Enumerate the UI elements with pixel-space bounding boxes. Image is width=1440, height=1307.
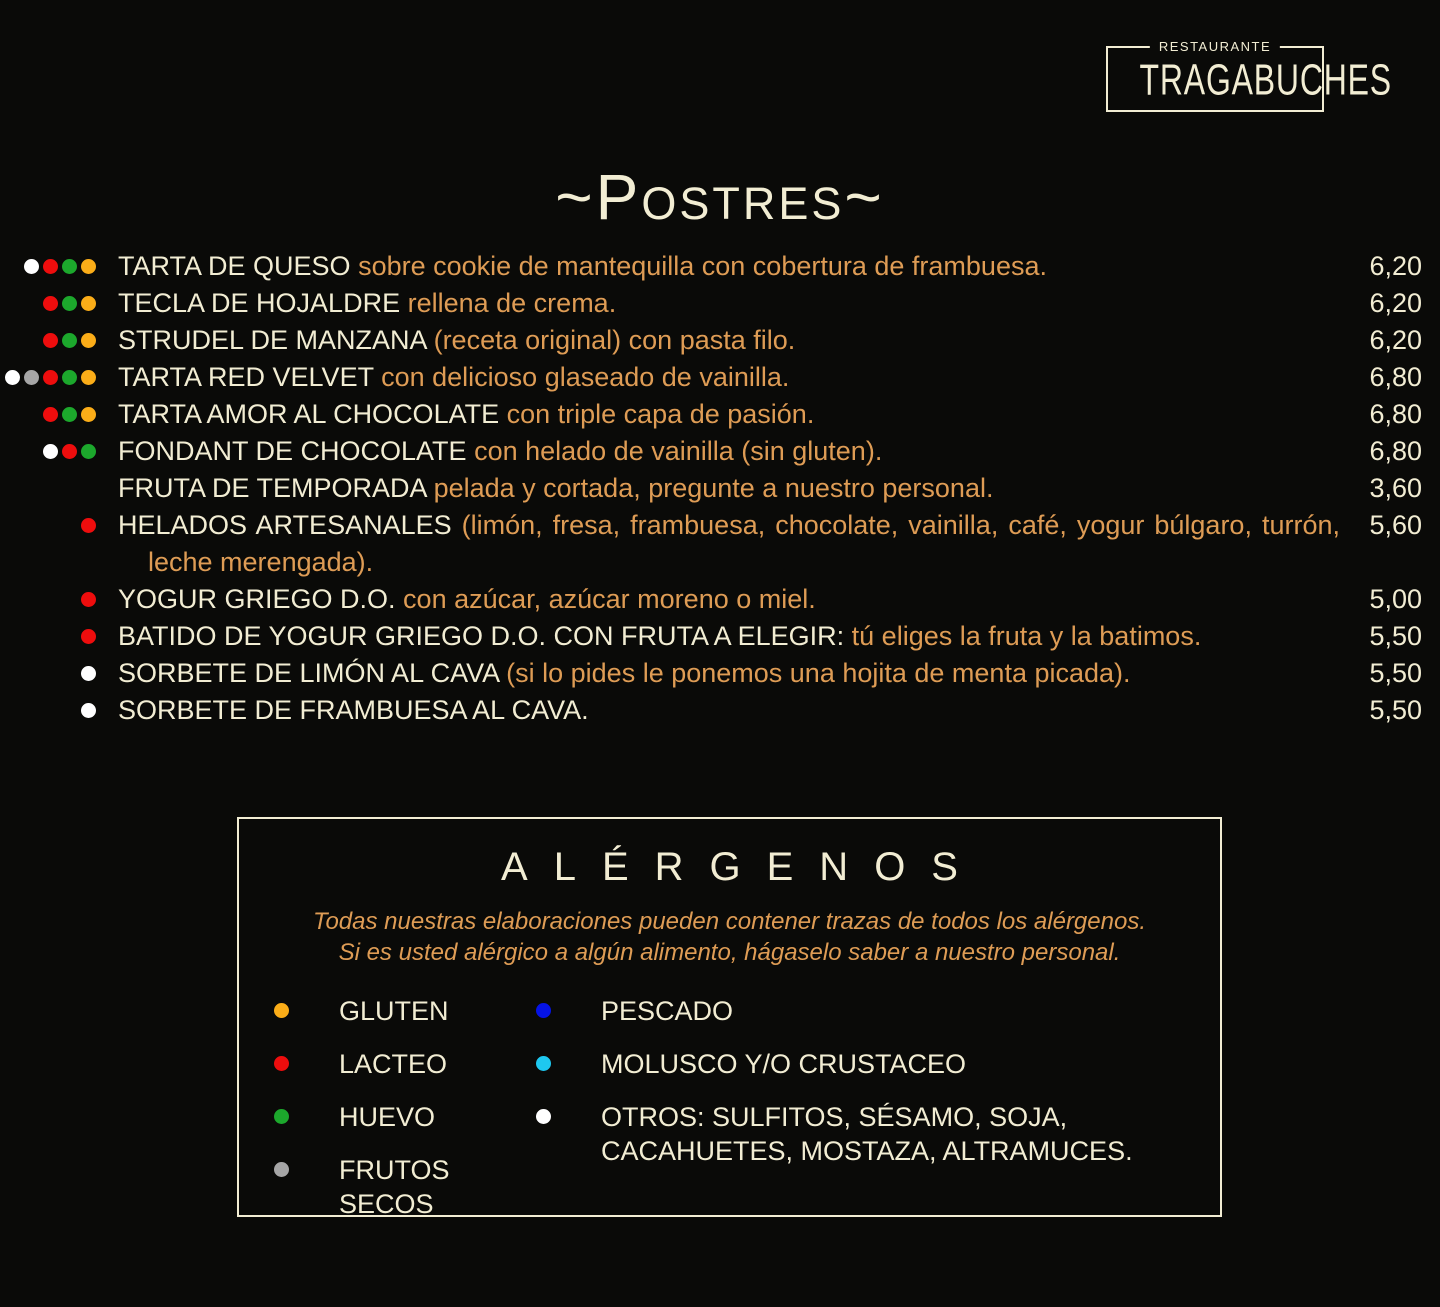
red-allergen-dot (274, 1056, 289, 1071)
item-name: TARTA AMOR AL CHOCOLATE (118, 399, 500, 429)
item-name: STRUDEL DE MANZANA (118, 325, 427, 355)
red-allergen-dot (43, 296, 58, 311)
legend-item (274, 1047, 536, 1081)
item-allergen-dots (0, 692, 96, 718)
menu-item-row (0, 507, 1440, 581)
item-description: con delicioso glaseado de vainilla. (381, 362, 790, 392)
item-price: 5,00 (1369, 584, 1422, 614)
item-allergen-dots (0, 248, 96, 274)
white-allergen-dot (81, 666, 96, 681)
item-price: 6,80 (1369, 436, 1422, 466)
item-price: 6,20 (1369, 251, 1422, 281)
item-name: BATIDO DE YOGUR GRIEGO D.O. CON FRUTA A ELEGIR: (118, 621, 845, 651)
blue-allergen-dot (536, 1003, 551, 1018)
menu-item-row (0, 322, 1440, 359)
item-allergen-dots (0, 470, 96, 481)
item-name: TECLA DE HOJALDRE (118, 288, 401, 318)
item-text (118, 322, 1340, 359)
item-price: 5,50 (1369, 621, 1422, 651)
item-name: FONDANT DE CHOCOLATE (118, 436, 467, 466)
red-allergen-dot (81, 592, 96, 607)
item-name: YOGUR GRIEGO D.O. (118, 584, 396, 614)
item-description: (si lo pides le ponemos una hojita de menta picada). (506, 658, 1131, 688)
allergen-title: ALÉRGENOS (501, 845, 984, 889)
logo-restaurant-name: TRAGABUCHES (1139, 55, 1392, 105)
red-allergen-dot (43, 370, 58, 385)
item-text (118, 507, 1340, 581)
gray-allergen-dot (24, 370, 39, 385)
yellow-allergen-dot (81, 407, 96, 422)
cyan-allergen-dot (536, 1056, 551, 1071)
menu-item-row (0, 396, 1440, 433)
allergen-note-line1: Todas nuestras elaboraciones pueden contener trazas de todos los alérgenos. (312, 908, 1146, 935)
gray-allergen-dot (274, 1162, 289, 1177)
menu-item-row (0, 581, 1440, 618)
menu-item-row (0, 248, 1440, 285)
item-price: 5,60 (1369, 510, 1422, 540)
legend-item (274, 1100, 536, 1134)
legend-label: MOLUSCO Y/O CRUSTACEO (601, 1049, 967, 1079)
item-allergen-dots (0, 433, 96, 459)
item-allergen-dots (0, 285, 96, 311)
yellow-allergen-dot (81, 370, 96, 385)
item-allergen-dots (0, 322, 96, 348)
menu-item-row (0, 285, 1440, 322)
menu-item-row (0, 655, 1440, 692)
red-allergen-dot (43, 259, 58, 274)
restaurant-logo (1106, 39, 1392, 112)
legend-label: LACTEO (339, 1049, 448, 1079)
item-allergen-dots (0, 359, 96, 385)
item-description: tú eliges la fruta y la batimos. (851, 621, 1202, 651)
green-allergen-dot (62, 333, 77, 348)
item-price: 6,80 (1369, 362, 1422, 392)
item-text (118, 692, 1340, 729)
item-allergen-dots (0, 581, 96, 607)
item-text (118, 433, 1340, 470)
menu-item-row (0, 692, 1440, 729)
legend-label: PESCADO (601, 996, 734, 1026)
item-name: FRUTA DE TEMPORADA (118, 473, 427, 503)
green-allergen-dot (81, 444, 96, 459)
item-price: 6,80 (1369, 399, 1422, 429)
menu-list (0, 248, 1440, 729)
red-allergen-dot (43, 333, 58, 348)
item-text (118, 470, 1340, 507)
white-allergen-dot (5, 370, 20, 385)
item-allergen-dots (0, 396, 96, 422)
legend-label: OTROS: SULFITOS, SÉSAMO, SOJA, CACAHUETES, MOSTAZA, ALTRAMUCES. (601, 1102, 1133, 1166)
item-allergen-dots (0, 618, 96, 644)
item-price: 3,60 (1369, 473, 1422, 503)
item-text (118, 618, 1340, 655)
item-text (118, 285, 1340, 322)
green-allergen-dot (62, 296, 77, 311)
legend-item (536, 1100, 1220, 1168)
item-allergen-dots (0, 507, 96, 533)
item-text (118, 359, 1340, 396)
white-allergen-dot (43, 444, 58, 459)
item-allergen-dots (0, 655, 96, 681)
item-text (118, 581, 1340, 618)
green-allergen-dot (62, 370, 77, 385)
legend-item (274, 1153, 536, 1221)
item-description: rellena de crema. (407, 288, 617, 318)
item-description: (limón, fresa, frambuesa, chocolate, vainilla, café, yogur búlgaro, turrón, leche merengada). (148, 510, 1340, 577)
allergen-legend (239, 994, 1220, 1240)
yellow-allergen-dot (81, 333, 96, 348)
item-price: 5,50 (1369, 695, 1422, 725)
legend-column-right (536, 994, 1220, 1240)
legend-label: FRUTOS SECOS (339, 1155, 450, 1219)
red-allergen-dot (81, 629, 96, 644)
legend-item (274, 994, 536, 1028)
logo-restaurante-label: RESTAURANTE (1150, 39, 1280, 54)
green-allergen-dot (62, 407, 77, 422)
red-allergen-dot (43, 407, 58, 422)
legend-label: HUEVO (339, 1102, 436, 1132)
item-text (118, 248, 1340, 285)
white-allergen-dot (81, 703, 96, 718)
item-name: TARTA RED VELVET (118, 362, 374, 392)
item-price: 6,20 (1369, 288, 1422, 318)
yellow-allergen-dot (274, 1003, 289, 1018)
item-description: (receta original) con pasta filo. (433, 325, 796, 355)
menu-item-row (0, 359, 1440, 396)
page-title: ~Postres~ (555, 161, 885, 233)
menu-item-row (0, 618, 1440, 655)
menu-item-row (0, 433, 1440, 470)
item-description: sobre cookie de mantequilla con cobertura de frambuesa. (358, 251, 1047, 281)
allergen-box (237, 817, 1222, 1217)
white-allergen-dot (24, 259, 39, 274)
yellow-allergen-dot (81, 296, 96, 311)
allergen-note (239, 906, 1220, 968)
item-price: 5,50 (1369, 658, 1422, 688)
item-name: TARTA DE QUESO (118, 251, 351, 281)
item-description: con helado de vainilla (sin gluten). (474, 436, 883, 466)
green-allergen-dot (274, 1109, 289, 1124)
legend-column-left (274, 994, 536, 1240)
legend-item (536, 1047, 1220, 1081)
item-text (118, 396, 1340, 433)
red-allergen-dot (81, 518, 96, 533)
item-name: SORBETE DE FRAMBUESA AL CAVA. (118, 695, 589, 725)
item-description: con azúcar, azúcar moreno o miel. (403, 584, 816, 614)
legend-item (536, 994, 1220, 1028)
white-allergen-dot (536, 1109, 551, 1124)
menu-item-row (0, 470, 1440, 507)
item-description: con triple capa de pasión. (506, 399, 815, 429)
allergen-note-line2: Si es usted alérgico a algún alimento, hágaselo saber a nuestro personal. (338, 939, 1121, 966)
green-allergen-dot (62, 259, 77, 274)
yellow-allergen-dot (81, 259, 96, 274)
item-price: 6,20 (1369, 325, 1422, 355)
legend-label: GLUTEN (339, 996, 449, 1026)
item-description: pelada y cortada, pregunte a nuestro personal. (433, 473, 994, 503)
item-text (118, 655, 1340, 692)
item-name: HELADOS ARTESANALES (118, 510, 452, 540)
item-name: SORBETE DE LIMÓN AL CAVA (118, 658, 499, 688)
red-allergen-dot (62, 444, 77, 459)
